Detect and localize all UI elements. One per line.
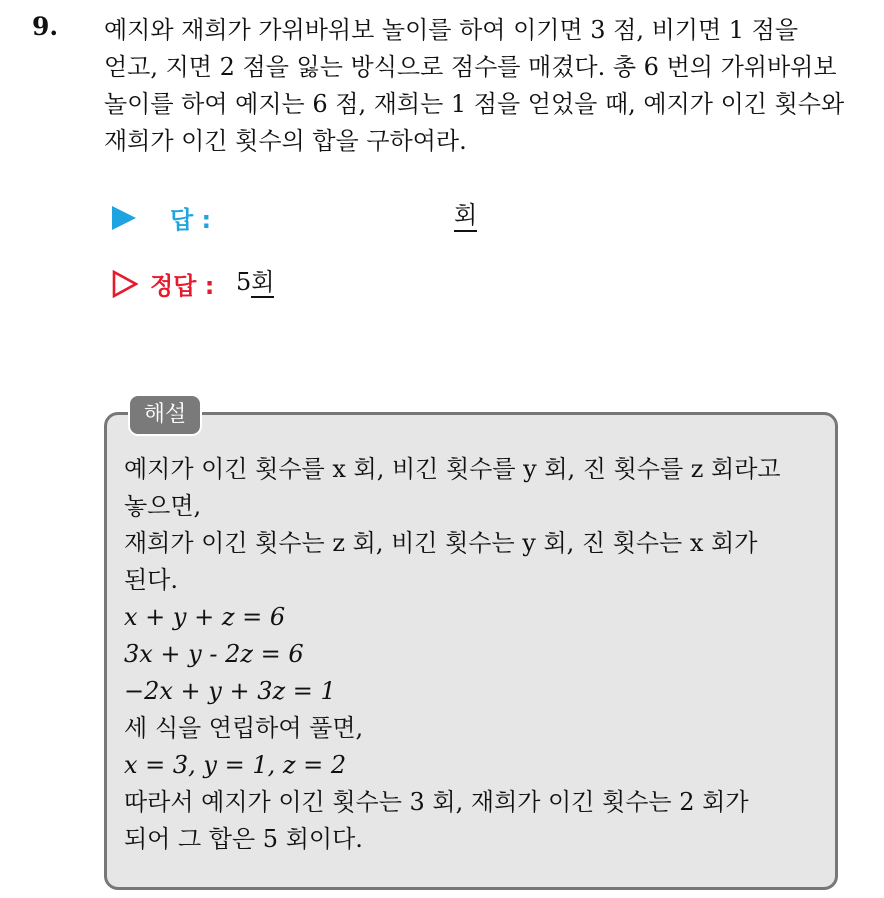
solution-line: 놓으면, [124,492,202,520]
question-line: 재희가 이긴 횟수의 합을 구하여라. [104,127,467,155]
outline-play-icon [112,270,138,298]
solution-equation: x = 3, y = 1, z = 2 [124,751,347,779]
solution-line: 되어 그 합은 5 회이다. [124,825,363,853]
solution-line: 따라서 예지가 이긴 횟수는 3 회, 재희가 이긴 횟수는 2 회가 [124,788,749,816]
answer-row [112,200,612,236]
solution-line: 재희가 이긴 횟수는 z 회, 비긴 횟수는 y 회, 진 횟수는 x 회가 [124,529,758,557]
question-line: 예지와 재희가 가위바위보 놀이를 하여 이기면 3 점, 비기면 1 점을 [104,16,799,44]
problem-number: 9. [32,12,59,41]
solution-line: 된다. [124,566,178,594]
solution-line: 세 식을 연립하여 풀면, [124,714,364,742]
correct-answer-unit: 회 [251,268,275,296]
solution-line: 예지가 이긴 횟수를 x 회, 비긴 횟수를 y 회, 진 횟수를 z 회라고 [124,455,781,483]
correct-answer-row [112,266,612,302]
question-line: 놀이를 하여 예지는 6 점, 재희는 1 점을 얻었을 때, 예지가 이긴 횟수와 [104,90,845,118]
correct-answer-label: 정답 : [150,272,215,300]
correct-answer-number: 5 [236,268,252,296]
correct-answer-value [236,266,274,298]
solution-text [124,451,824,858]
play-icon [112,206,136,230]
answer-unit: 회 [454,200,477,232]
question-text [104,12,864,160]
question-line: 얻고, 지면 2 점을 잃는 방식으로 점수를 매겼다. 총 6 번의 가위바위보 [104,53,837,81]
solution-equation: x + y + z = 6 [124,603,286,631]
solution-equation: −2x + y + 3z = 1 [124,677,336,705]
answer-label: 답 : [170,206,212,234]
solution-equation: 3x + y - 2z = 6 [124,640,304,668]
solution-tag: 해설 [128,394,202,436]
